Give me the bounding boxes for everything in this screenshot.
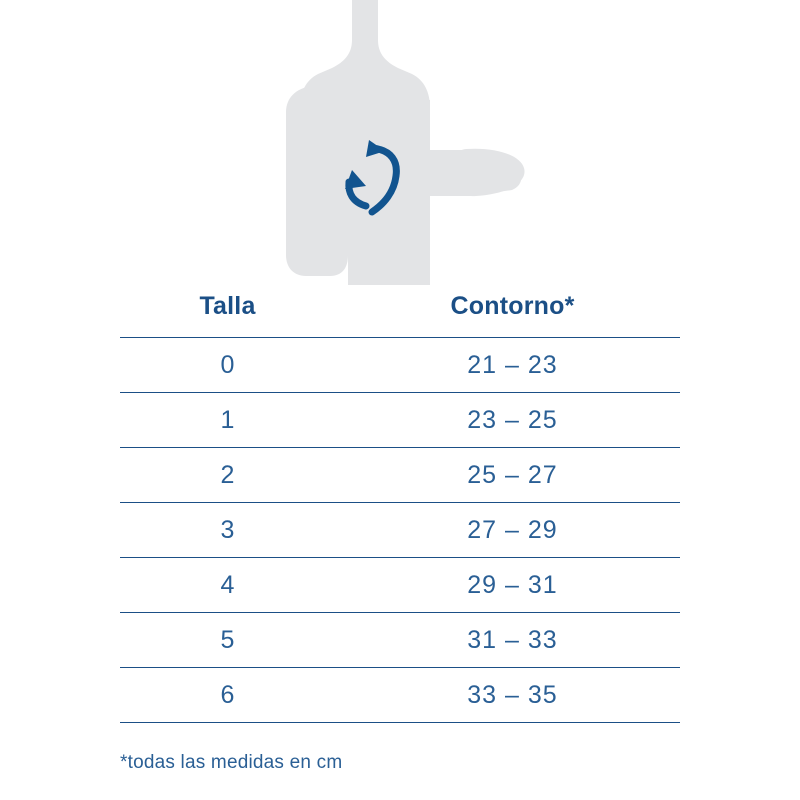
- table-row: [120, 503, 680, 558]
- table-row: [120, 338, 680, 393]
- table-row: [120, 558, 680, 613]
- table-row: [120, 448, 680, 503]
- cell-contour: 25 – 27: [467, 460, 558, 489]
- table-row: [120, 668, 680, 723]
- cell-size: 2: [220, 460, 235, 489]
- cell-contour: 33 – 35: [467, 680, 558, 709]
- cell-size: 0: [220, 350, 235, 379]
- cell-contour: 21 – 23: [467, 350, 558, 379]
- measurement-illustration: [0, 0, 800, 285]
- table-body: [120, 337, 680, 723]
- table-row: [120, 393, 680, 448]
- column-header-contour: Contorno*: [450, 292, 575, 320]
- cell-contour: 29 – 31: [467, 570, 558, 599]
- column-header-size: Talla: [199, 292, 256, 320]
- size-table: [120, 292, 680, 723]
- body-silhouette: [286, 0, 525, 285]
- table-header-row: [120, 292, 680, 337]
- table-row: [120, 613, 680, 668]
- cell-size: 5: [220, 625, 235, 654]
- cell-contour: 27 – 29: [467, 515, 558, 544]
- cell-size: 1: [220, 405, 235, 434]
- cell-size: 6: [220, 680, 235, 709]
- cell-size: 3: [220, 515, 235, 544]
- footnote: *todas las medidas en cm: [120, 752, 343, 773]
- cell-size: 4: [220, 570, 235, 599]
- cell-contour: 23 – 25: [467, 405, 558, 434]
- cell-contour: 31 – 33: [467, 625, 558, 654]
